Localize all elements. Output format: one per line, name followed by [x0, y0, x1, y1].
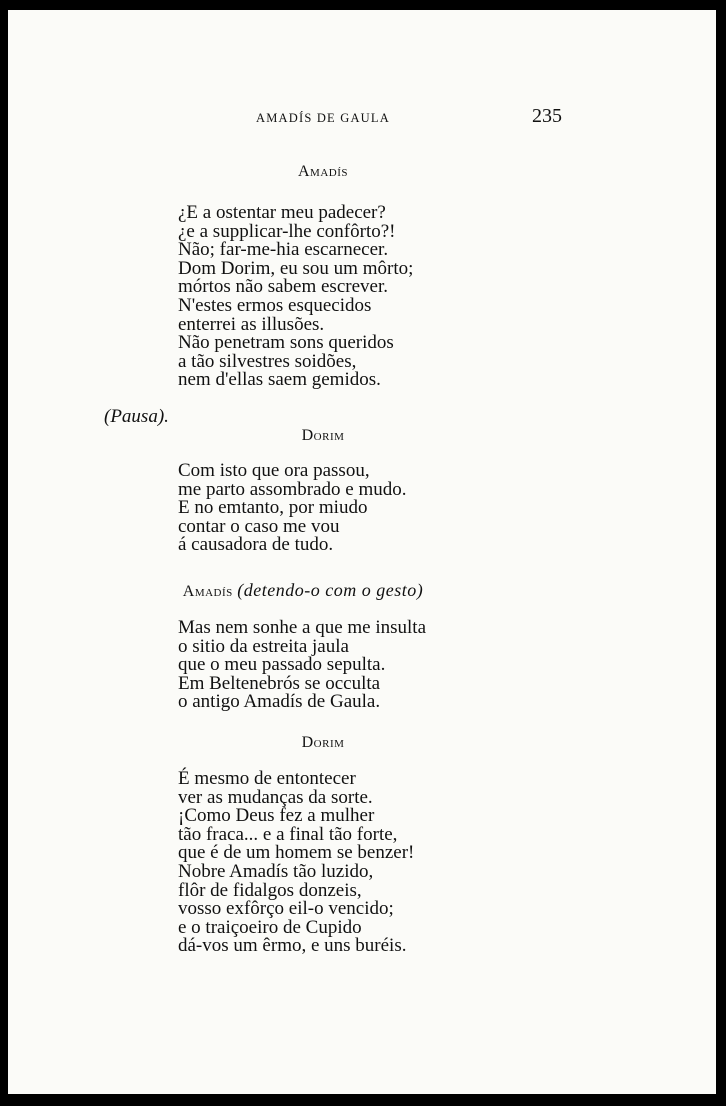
- verse-line: ¿E a ostentar meu padecer?: [178, 202, 386, 223]
- speaker-heading-amadis: Amadís: [297, 163, 348, 180]
- speaker-heading-dorim: Dorim: [301, 427, 345, 444]
- running-title: AMADÍS DE GAULA: [256, 111, 390, 125]
- verse-line: Com isto que ora passou,: [178, 460, 370, 481]
- verse-line: Não; far-me-hia escarnecer.: [178, 239, 389, 261]
- verse-line: ver as mudanças da sorte.: [178, 786, 373, 808]
- verse-line: E no emtanto, por miudo: [178, 497, 368, 519]
- verse-line: a tão silvestres soidões,: [178, 350, 357, 372]
- verse-line: me parto assombrado e mudo.: [178, 478, 407, 500]
- verse-stanza-2: [178, 462, 406, 555]
- verse-line: nem d'ellas saem gemidos.: [178, 369, 381, 391]
- verse-line: o antigo Amadís de Gaula.: [178, 691, 381, 713]
- verse-line: que o meu passado sepulta.: [178, 654, 386, 676]
- verse-line: mórtos não sabem escrever.: [178, 276, 388, 298]
- verse-line: contar o caso me vou: [178, 515, 340, 537]
- verse-stanza-1: [178, 204, 413, 390]
- speaker-heading-amadis-direction: [8, 580, 618, 601]
- verse-line: N'estes ermos esquecidos: [178, 294, 372, 316]
- verse-line: ¿e a supplicar-lhe confôrto?!: [178, 220, 396, 242]
- verse-line: á causadora de tudo.: [178, 534, 334, 556]
- verse-line: tão fraca... e a final tão forte,: [178, 823, 398, 845]
- verse-line: Em Beltenebrós se occulta: [178, 672, 381, 694]
- verse-line: Não penetram sons queridos: [178, 332, 394, 354]
- book-page: [8, 10, 716, 1094]
- stage-direction-pause: (Pausa).: [104, 406, 169, 427]
- verse-line: e o traiçoeiro de Cupido: [178, 916, 362, 938]
- verse-stanza-4: [178, 770, 414, 956]
- verse-line: Mas nem sonhe a que me insulta: [178, 617, 427, 638]
- verse-line: ¡Como Deus fez a mulher: [178, 805, 375, 827]
- verse-line: enterrei as illusões.: [178, 313, 325, 335]
- verse-line: Dom Dorim, eu sou um môrto;: [178, 257, 414, 279]
- verse-line: dá-vos um êrmo, e uns buréis.: [178, 935, 407, 957]
- page-number: 235: [532, 105, 562, 127]
- speaker-heading-dorim-2: Dorim: [301, 734, 345, 751]
- verse-line: flôr de fidalgos donzeis,: [178, 879, 362, 901]
- verse-line: que é de um homem se benzer!: [178, 842, 415, 864]
- stage-direction: (detendo-o com o gesto): [237, 580, 424, 600]
- verse-line: Nobre Amadís tão luzido,: [178, 860, 374, 882]
- verse-line: vosso exfôrço eil-o vencido;: [178, 898, 394, 920]
- verse-line: É mesmo de entontecer: [178, 768, 356, 789]
- verse-stanza-3: [178, 619, 426, 712]
- speaker-name: Amadís: [182, 583, 233, 600]
- verse-line: o sitio da estreita jaula: [178, 635, 349, 657]
